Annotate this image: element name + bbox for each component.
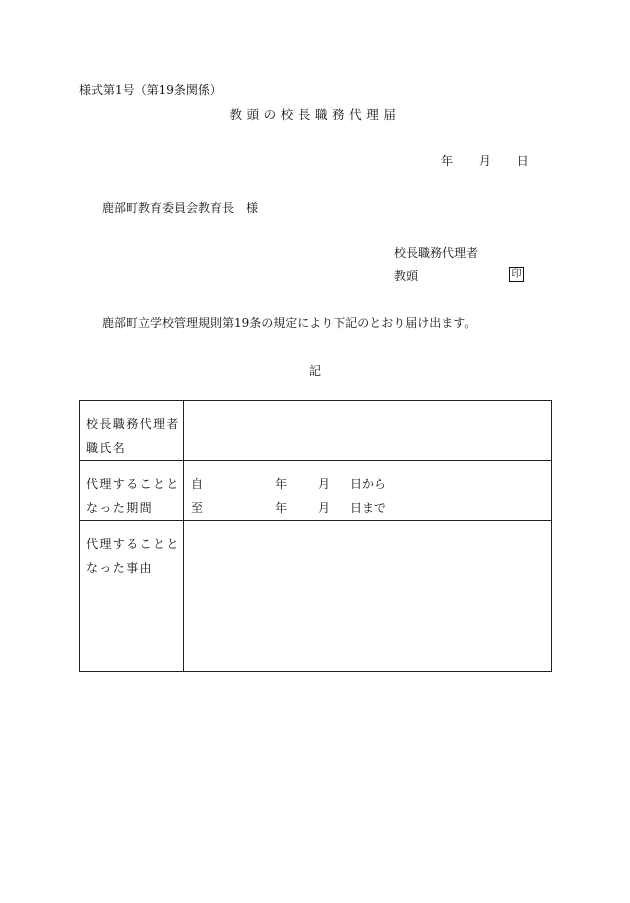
period-to-year: 年 <box>275 501 288 515</box>
deputy-name-label: 校長職務代理者 職氏名 <box>80 401 184 461</box>
deputy-name-field[interactable] <box>184 401 552 461</box>
detail-table <box>79 400 552 672</box>
table-row-period <box>80 461 552 521</box>
period-from-day: 日から <box>350 477 387 491</box>
addressee: 鹿部町教育委員会教育長 様 <box>102 201 259 215</box>
table-row-deputy-name <box>80 401 552 461</box>
reason-field[interactable] <box>184 521 552 672</box>
date-day-label: 日 <box>516 154 529 168</box>
period-label: 代理することと なった期間 <box>80 461 184 521</box>
period-to-day: 日まで <box>350 501 387 515</box>
form-title: 教頭の校長職務代理届 <box>229 107 401 122</box>
date-month-label: 月 <box>478 154 491 168</box>
table-row-reason <box>80 521 552 672</box>
period-from-month: 月 <box>318 477 331 491</box>
applicant-title: 校長職務代理者 <box>394 246 479 260</box>
reason-label: 代理することと なった事由 <box>80 521 184 672</box>
period-to-month: 月 <box>318 501 331 515</box>
ki-mark: 記 <box>308 364 321 378</box>
period-from-prefix: 自 <box>191 477 204 491</box>
date-year-label: 年 <box>441 154 454 168</box>
date-line <box>441 152 529 169</box>
form-number: 様式第1号（第19条関係） <box>79 83 222 97</box>
period-from-year: 年 <box>275 477 288 491</box>
applicant-position: 教頭 <box>394 269 419 283</box>
period-from-row <box>191 472 551 496</box>
period-to-prefix: 至 <box>191 501 204 515</box>
body-text: 鹿部町立学校管理規則第19条の規定により下記のとおり届け出ます。 <box>102 316 477 330</box>
seal-mark: 印 <box>509 267 524 282</box>
period-field[interactable] <box>184 461 552 521</box>
period-to-row <box>191 496 551 520</box>
